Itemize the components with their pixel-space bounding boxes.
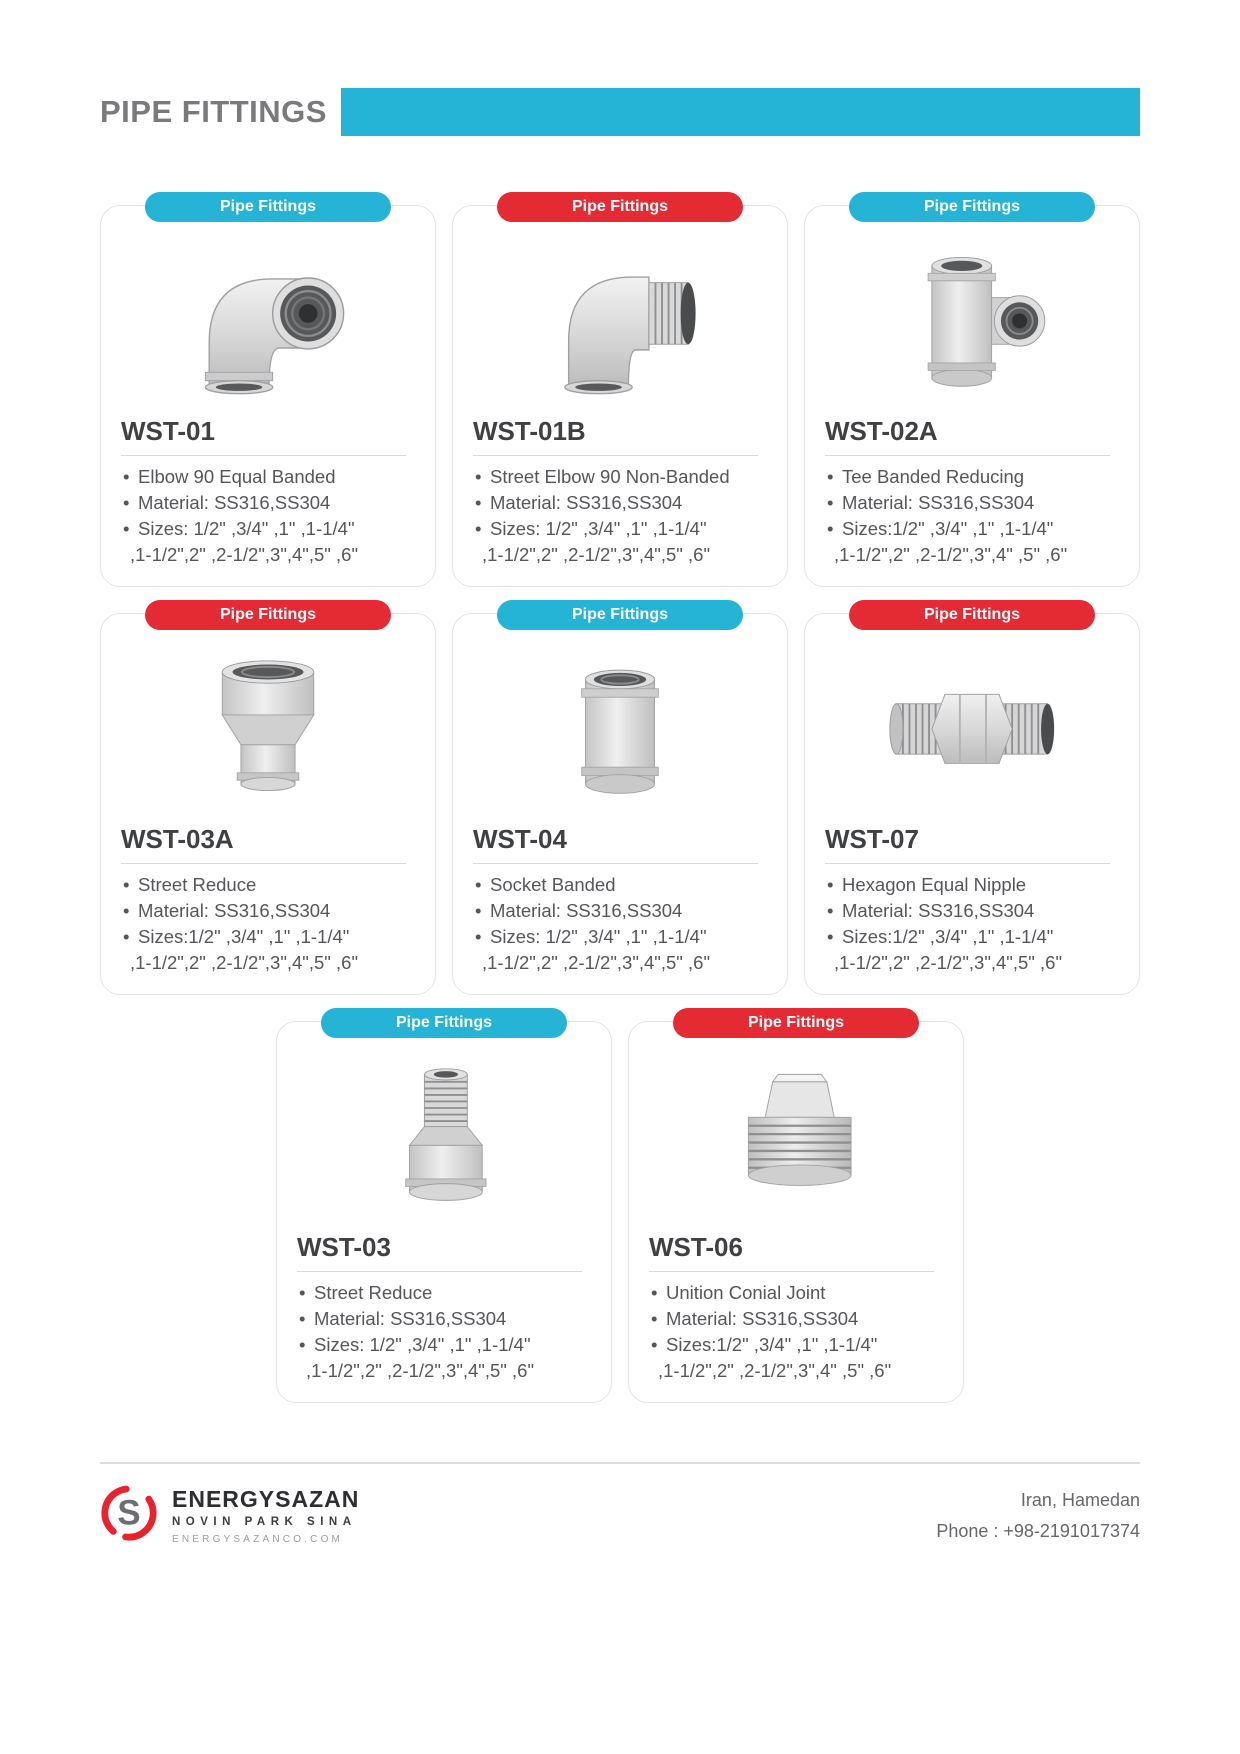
reducer-fitting-image — [121, 640, 415, 816]
spec-list — [649, 1280, 943, 1384]
footer-divider — [100, 1462, 1140, 1464]
spec-line: ,1-1/2",2" ,2-1/2",3",4" ,5" ,6" — [834, 544, 1068, 565]
hex-nipple-fitting-image — [825, 640, 1119, 816]
category-badge: Pipe Fittings — [145, 600, 391, 630]
spec-line: • Material: SS316,SS304 — [297, 1306, 591, 1332]
spec-line: ,1-1/2",2" ,2-1/2",3",4",5" ,6" — [130, 952, 359, 973]
product-code: WST-01B — [473, 416, 586, 446]
spec-line: • Material: SS316,SS304 — [649, 1306, 943, 1332]
page-title: PIPE FITTINGS — [100, 94, 327, 129]
product-card-wst-02a — [804, 198, 1140, 587]
energysazan-logo-icon — [100, 1484, 158, 1547]
product-code: WST-06 — [649, 1232, 743, 1262]
product-card-wst-01b — [452, 198, 788, 587]
contact-location: Iran, Hamedan — [1020, 1489, 1140, 1510]
spec-line: • Street Reduce — [121, 872, 415, 898]
brand-block — [100, 1484, 359, 1547]
spec-line: • Street Elbow 90 Non-Banded — [473, 464, 767, 490]
product-card-wst-06 — [628, 1014, 964, 1403]
product-card-wst-04 — [452, 606, 788, 995]
spec-line: • Socket Banded — [473, 872, 767, 898]
product-card-wst-03 — [276, 1014, 612, 1403]
card-divider — [825, 863, 1110, 864]
brand-website: ENERGYSAZANCO.COM — [172, 1534, 344, 1545]
street-elbow-fitting-image — [473, 232, 767, 408]
product-code: WST-02A — [825, 416, 938, 446]
page-header — [100, 88, 1140, 136]
card-divider — [473, 863, 758, 864]
spec-line: • Sizes:1/2" ,3/4" ,1" ,1-1/4" — [825, 516, 1119, 542]
spec-list — [121, 464, 415, 568]
square-head-plug-fitting-image — [649, 1048, 943, 1224]
product-card-wst-03a — [100, 606, 436, 995]
spec-line: • Unition Conial Joint — [649, 1280, 943, 1306]
category-badge: Pipe Fittings — [321, 1008, 567, 1038]
product-code: WST-03A — [121, 824, 234, 854]
product-code: WST-04 — [473, 824, 567, 854]
spec-list — [825, 464, 1119, 568]
elbow-90-fitting-image — [121, 232, 415, 408]
card-divider — [473, 455, 758, 456]
spec-line: • Sizes:1/2" ,3/4" ,1" ,1-1/4" — [121, 924, 415, 950]
spec-line: • Material: SS316,SS304 — [121, 898, 415, 924]
spec-list — [297, 1280, 591, 1384]
spec-line: ,1-1/2",2" ,2-1/2",3",4",5" ,6" — [130, 544, 359, 565]
tee-fitting-image — [825, 232, 1119, 408]
card-divider — [297, 1271, 582, 1272]
spec-list — [473, 872, 767, 976]
spec-line: ,1-1/2",2" ,2-1/2",3",4" ,5" ,6" — [658, 1360, 892, 1381]
product-grid — [100, 191, 1140, 1403]
spec-line: ,1-1/2",2" ,2-1/2",3",4",5" ,6" — [834, 952, 1063, 973]
card-divider — [825, 455, 1110, 456]
spec-line: • Material: SS316,SS304 — [121, 490, 415, 516]
product-code: WST-07 — [825, 824, 919, 854]
spec-line: • Tee Banded Reducing — [825, 464, 1119, 490]
category-badge: Pipe Fittings — [497, 192, 743, 222]
spec-line: ,1-1/2",2" ,2-1/2",3",4",5" ,6" — [306, 1360, 535, 1381]
street-reduce-fitting-image — [297, 1048, 591, 1224]
product-card-wst-07 — [804, 606, 1140, 995]
spec-line: • Elbow 90 Equal Banded — [121, 464, 415, 490]
spec-line: • Sizes: 1/2" ,3/4" ,1" ,1-1/4" — [473, 516, 767, 542]
category-badge: Pipe Fittings — [849, 192, 1095, 222]
svg-text:S: S — [117, 1493, 141, 1533]
spec-line: ,1-1/2",2" ,2-1/2",3",4",5" ,6" — [482, 952, 711, 973]
spec-list — [473, 464, 767, 568]
header-accent-bar — [341, 88, 1140, 136]
spec-line: • Sizes: 1/2" ,3/4" ,1" ,1-1/4" — [121, 516, 415, 542]
product-card-wst-01 — [100, 198, 436, 587]
card-divider — [649, 1271, 934, 1272]
spec-line: • Material: SS316,SS304 — [825, 490, 1119, 516]
brand-name: ENERGYSAZAN — [172, 1486, 360, 1512]
contact-phone: Phone : +98-2191017374 — [936, 1520, 1140, 1541]
category-badge: Pipe Fittings — [145, 192, 391, 222]
spec-line: • Street Reduce — [297, 1280, 591, 1306]
category-badge: Pipe Fittings — [497, 600, 743, 630]
spec-line: • Sizes:1/2" ,3/4" ,1" ,1-1/4" — [825, 924, 1119, 950]
product-code: WST-03 — [297, 1232, 391, 1262]
product-code: WST-01 — [121, 416, 215, 446]
spec-line: • Material: SS316,SS304 — [473, 898, 767, 924]
socket-fitting-image — [473, 640, 767, 816]
spec-line: • Material: SS316,SS304 — [473, 490, 767, 516]
category-badge: Pipe Fittings — [849, 600, 1095, 630]
spec-line: • Sizes: 1/2" ,3/4" ,1" ,1-1/4" — [473, 924, 767, 950]
contact-block — [936, 1485, 1140, 1547]
page-footer — [100, 1462, 1140, 1547]
spec-line: • Sizes: 1/2" ,3/4" ,1" ,1-1/4" — [297, 1332, 591, 1358]
spec-line: • Hexagon Equal Nipple — [825, 872, 1119, 898]
spec-line: • Material: SS316,SS304 — [825, 898, 1119, 924]
brand-tagline: NOVIN PARK SINA — [172, 1516, 357, 1528]
category-badge: Pipe Fittings — [673, 1008, 919, 1038]
spec-line: ,1-1/2",2" ,2-1/2",3",4",5" ,6" — [482, 544, 711, 565]
spec-list — [121, 872, 415, 976]
spec-list — [825, 872, 1119, 976]
card-divider — [121, 863, 406, 864]
spec-line: • Sizes:1/2" ,3/4" ,1" ,1-1/4" — [649, 1332, 943, 1358]
card-divider — [121, 455, 406, 456]
